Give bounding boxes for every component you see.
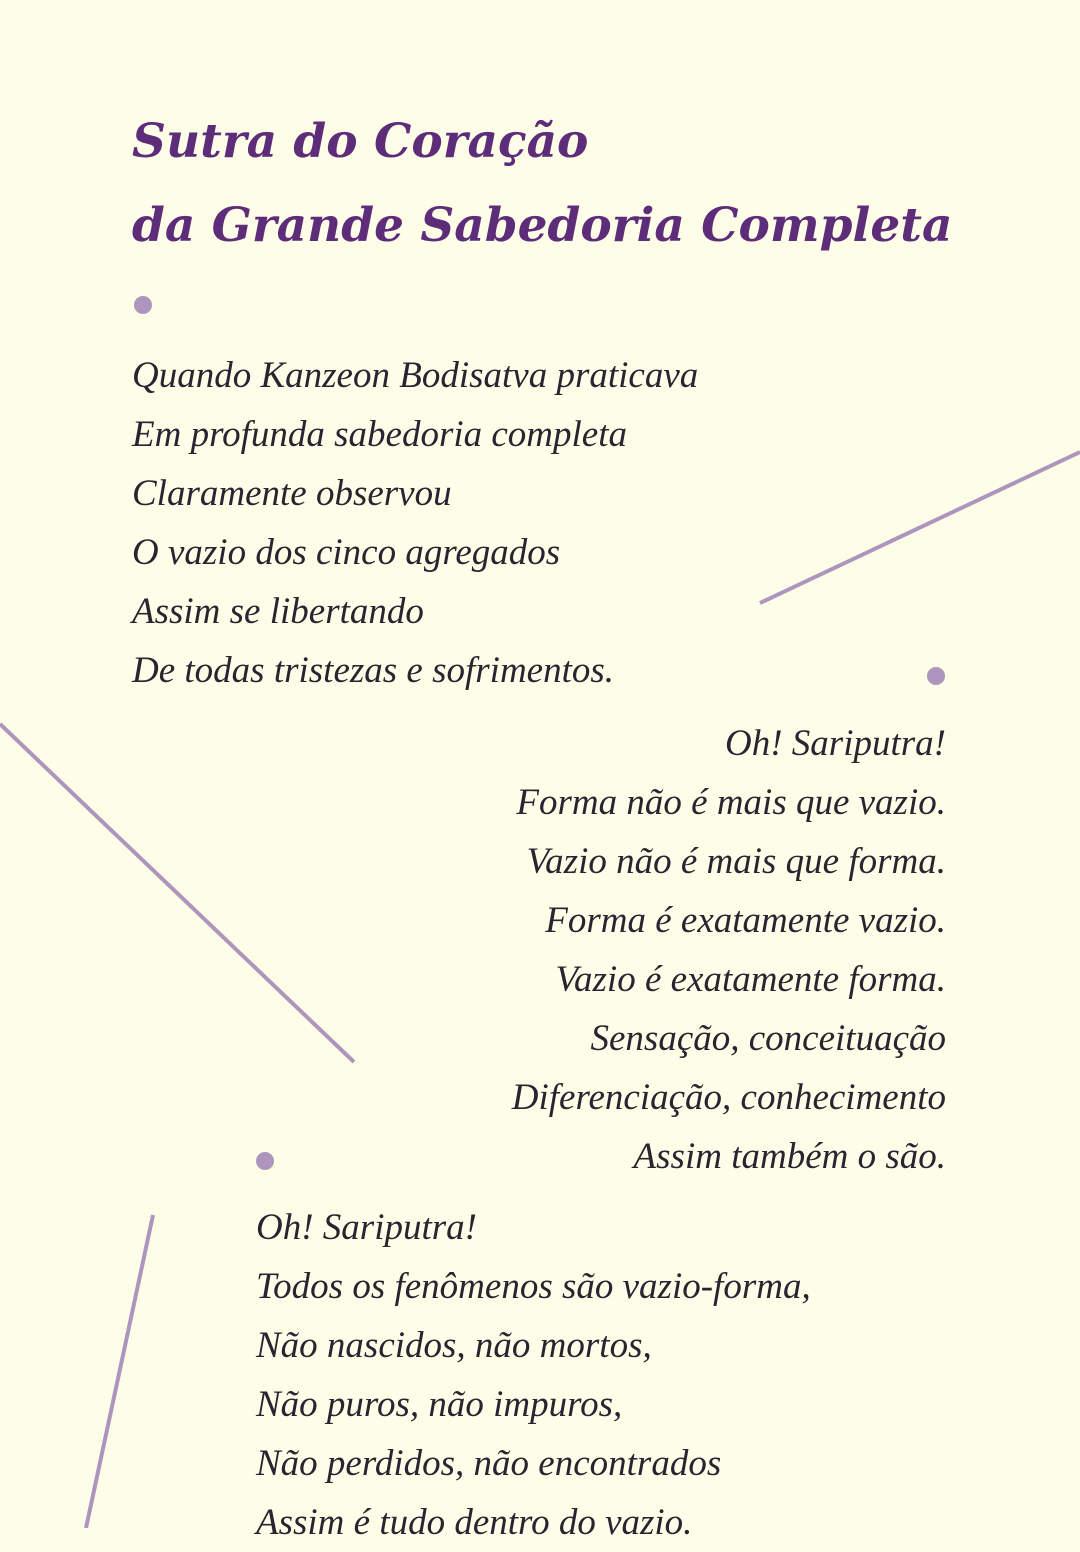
verse-line: Forma não é mais que vazio. — [516, 782, 946, 823]
verse-line: Sensação, conceituação — [590, 1018, 946, 1059]
bullet-dot-1 — [134, 296, 152, 314]
stanza-2 — [512, 714, 946, 1186]
stanza-3 — [256, 1198, 811, 1552]
verse-line: Todos os fenômenos são vazio-forma, — [256, 1266, 811, 1307]
decorative-line-left — [0, 724, 354, 1062]
title-line-1: Sutra do Coração — [132, 114, 589, 169]
title-line-2: da Grande Sabedoria Completa — [132, 198, 953, 253]
decorative-line-right — [760, 452, 1080, 603]
decorative-line-bottom — [86, 1215, 153, 1528]
verse-line: Assim também o são. — [633, 1136, 946, 1177]
verse-line: Oh! Sariputra! — [725, 723, 946, 764]
verse-line: Não perdidos, não encontrados — [256, 1443, 722, 1484]
bullet-dot-2 — [927, 667, 945, 685]
bullet-dot-3 — [256, 1152, 274, 1170]
verse-line: Assim é tudo dentro do vazio. — [256, 1502, 693, 1543]
verse-line: Não nascidos, não mortos, — [256, 1325, 652, 1366]
stanza-1 — [132, 346, 698, 700]
verse-line: Quando Kanzeon Bodisatva praticava — [132, 355, 699, 396]
verse-line: O vazio dos cinco agregados — [132, 532, 561, 573]
verse-line: De todas tristezas e sofrimentos. — [132, 650, 615, 691]
verse-line: Vazio é exatamente forma. — [555, 959, 946, 1000]
verse-line: Não puros, não impuros, — [256, 1384, 623, 1425]
verse-line: Oh! Sariputra! — [256, 1207, 477, 1248]
verse-line: Claramente observou — [132, 473, 452, 514]
page-title — [132, 100, 952, 268]
verse-line: Em profunda sabedoria completa — [132, 414, 628, 455]
verse-line: Assim se libertando — [132, 591, 424, 632]
verse-line: Diferenciação, conhecimento — [511, 1077, 946, 1118]
verse-line: Vazio não é mais que forma. — [526, 841, 946, 882]
verse-line: Forma é exatamente vazio. — [545, 900, 946, 941]
